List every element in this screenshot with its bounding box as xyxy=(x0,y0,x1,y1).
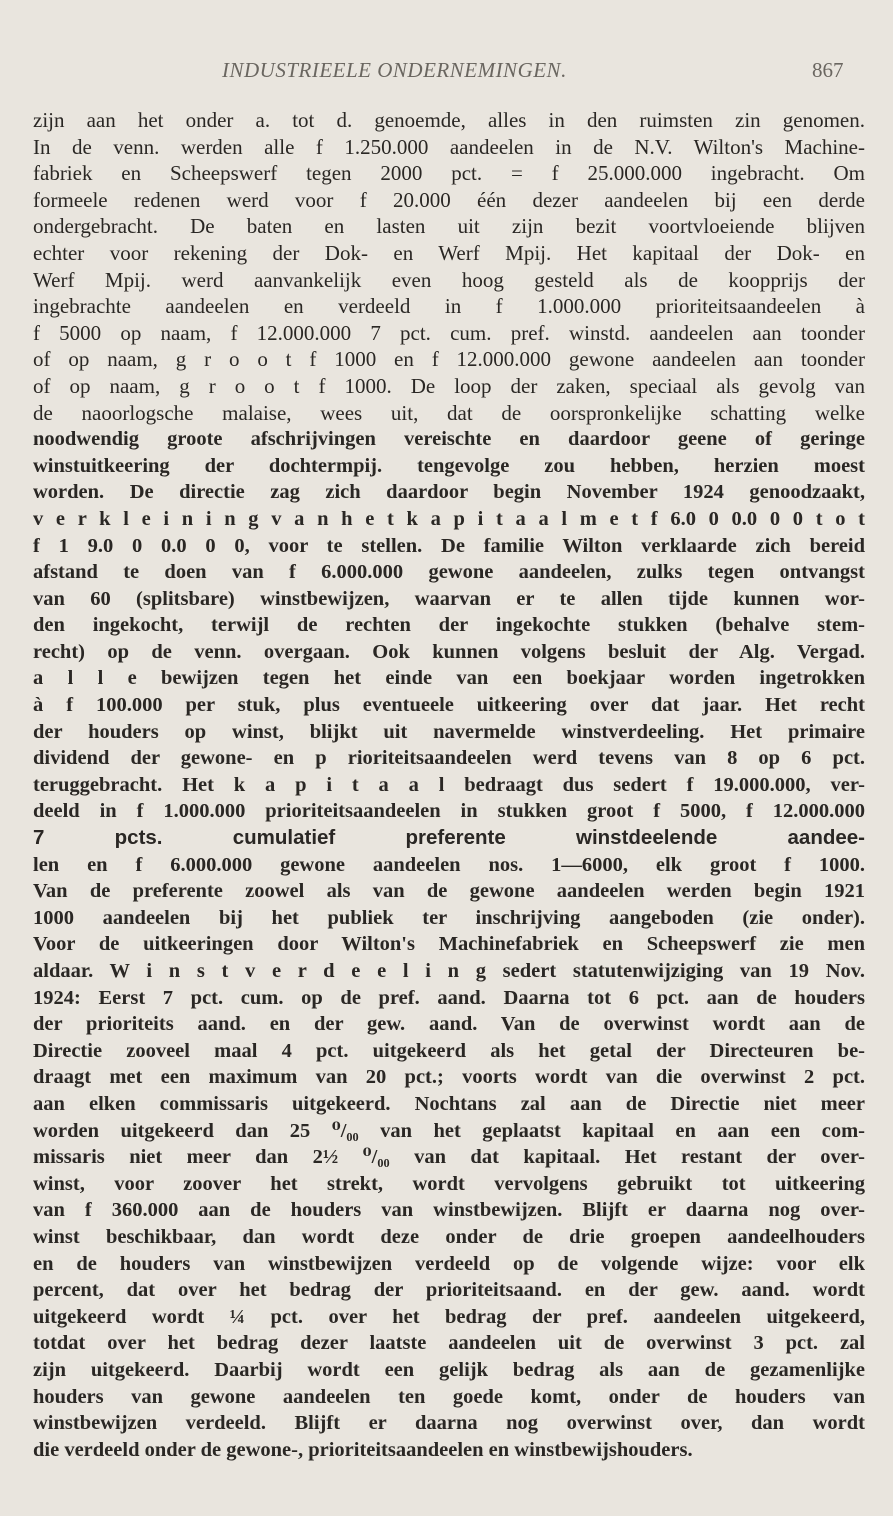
text-line: aan elken commissaris uitgekeerd. Nochtans zal aan de Directie niet meer xyxy=(33,1092,865,1115)
text-line: totdat over het bedrag dezer laatste aandeelen uit de overwinst 3 pct. zal xyxy=(33,1332,865,1355)
text-line: afstand te doen van f 6.000.000 gewone aandeelen, zulks tegen ontvangst xyxy=(33,561,865,584)
text-line: percent, dat over het bedrag der prioriteitsaand. en der gew. aand. wordt xyxy=(33,1279,865,1302)
text-line: noodwendig groote afschrijvingen vereischte en daardoor geene of geringe xyxy=(33,428,865,451)
text-line: In de venn. werden alle f 1.250.000 aandeelen in de N.V. Wilton's Machine- xyxy=(33,134,865,159)
text-line: f 1 9.0 0 0.0 0 0, voor te stellen. De familie Wilton verklaarde zich bereid xyxy=(33,534,865,557)
text-line: zijn aan het onder a. tot d. genoemde, alles in den ruimsten zin genomen. xyxy=(33,108,865,132)
text-line: 1000 aandeelen bij het publiek ter inschrijving aangeboden (zie onder). xyxy=(33,906,865,929)
text-line: a l l e bewijzen tegen het einde van een boekjaar worden ingetrokken xyxy=(33,667,865,690)
text-line: van f 360.000 aan de houders van winstbewijzen. Blijft er daarna nog over- xyxy=(33,1199,865,1222)
text-line: aldaar. W i n s t v e r d e e l i n g sedert statutenwijziging van 19 Nov. xyxy=(33,960,865,982)
text-line: teruggebracht. Het k a p i t a a l bedraagt dus sedert f 19.000.000, ver- xyxy=(33,773,865,796)
text-line: fabriek en Scheepswerf tegen 2000 pct. = f 25.000.000 ingebracht. Om xyxy=(33,161,865,186)
text-line: of op naam, g r o o t f 1000. De loop der zaken, speciaal als gevolg van xyxy=(33,373,865,398)
text-line: Voor de uitkeeringen door Wilton's Machinefabriek en Scheepswerf zie men xyxy=(33,933,865,956)
text-line: winst beschikbaar, dan wordt deze onder de drie groepen aandeelhouders xyxy=(33,1225,865,1248)
page-header xyxy=(0,58,893,88)
text-line: len en f 6.000.000 gewone aandeelen nos. 1—6000, elk groot f 1000. xyxy=(33,853,865,876)
text-line: uitgekeerd wordt ¼ pct. over het bedrag der pref. aandeelen uitgekeerd, xyxy=(33,1305,865,1328)
text-line: 7 pcts. cumulatief preferente winstdeelende aandee- xyxy=(33,826,865,850)
text-line: winst, voor zoover het strekt, wordt vervolgens gebruikt tot uitkeering xyxy=(33,1172,865,1195)
text-line: dividend der gewone- en p rioriteitsaandeelen werd tevens van 8 op 6 pct. xyxy=(33,747,865,770)
page-number: 867 xyxy=(812,58,844,82)
text-line: en de houders van winstbewijzen verdeeld op de volgende wijze: voor elk xyxy=(33,1252,865,1275)
text-line: winstuitkeering der dochtermpij. tengevolge zou hebben, herzien moest xyxy=(33,454,865,477)
text-line: van 60 (splitsbare) winstbewijzen, waarvan er te allen tijde kunnen wor- xyxy=(33,587,865,610)
text-line: formeele redenen werd voor f 20.000 één dezer aandeelen bij een derde xyxy=(33,187,865,212)
text-line: der prioriteits aand. en der gew. aand. Van de overwinst wordt aan de xyxy=(33,1013,865,1036)
text-line: houders van gewone aandeelen ten goede komt, onder de houders van xyxy=(33,1385,865,1408)
text-line: worden uitgekeerd dan 25 ⁰/₀₀ van het geplaatst kapitaal en aan een com- xyxy=(33,1119,865,1142)
body-text xyxy=(33,107,865,1463)
text-line: f 5000 op naam, f 12.000.000 7 pct. cum. pref. winstd. aandeelen aan toonder xyxy=(33,320,865,345)
text-line: v e r k l e i n i n g v a n h e t k a p i t a a l m e t f 6.0 0 0.0 0 0 t o t xyxy=(33,507,865,530)
text-line: die verdeeld onder de gewone-, prioriteitsaandeelen en winstbewijshouders. xyxy=(33,1438,693,1461)
text-line: de naoorlogsche malaise, wees uit, dat de oorspronkelijke schatting welke xyxy=(33,400,865,425)
text-line: der houders op winst, blijkt uit navermelde winstverdeeling. Het primaire xyxy=(33,720,865,743)
running-head: INDUSTRIEELE ONDERNEMINGEN. xyxy=(222,58,567,82)
text-line: winstbewijzen verdeeld. Blijft er daarna nog overwinst over, dan wordt xyxy=(33,1412,865,1435)
text-line: recht) op de venn. overgaan. Ook kunnen volgens besluit der Alg. Vergad. xyxy=(33,640,865,663)
text-line: ondergebracht. De baten en lasten uit zijn bezit voortvloeiende blijven xyxy=(33,214,865,239)
text-line: of op naam, g r o o t f 1000 en f 12.000.000 gewone aandeelen aan toonder xyxy=(33,347,865,372)
paragraph-normal xyxy=(33,107,865,426)
text-line: worden. De directie zag zich daardoor begin November 1924 genoodzaakt, xyxy=(33,481,865,504)
text-line: draagt met een maximum van 20 pct.; voorts wordt van die overwinst 2 pct. xyxy=(33,1066,865,1089)
text-line: missaris niet meer dan 2½ ⁰/₀₀ van dat kapitaal. Het restant der over- xyxy=(33,1146,865,1169)
text-line: zijn uitgekeerd. Daarbij wordt een gelijk bedrag als aan de gezamenlijke xyxy=(33,1358,865,1381)
text-line: Directie zooveel maal 4 pct. uitgekeerd als het getal der Directeuren be- xyxy=(33,1039,865,1062)
text-line: Van de preferente zoowel als van de gewone aandeelen werden begin 1921 xyxy=(33,880,865,903)
text-line: ingebrachte aandeelen en verdeeld in f 1.000.000 prioriteitsaandeelen à xyxy=(33,294,865,319)
paragraph-bold xyxy=(33,426,865,1463)
text-line: echter voor rekening der Dok- en Werf Mpij. Het kapitaal der Dok- en xyxy=(33,240,865,265)
text-line: 1924: Eerst 7 pct. cum. op de pref. aand. Daarna tot 6 pct. aan de houders xyxy=(33,986,865,1009)
text-line: den ingekocht, terwijl de rechten der ingekochte stukken (behalve stem- xyxy=(33,614,865,637)
text-line: Werf Mpij. werd aanvankelijk even hoog gesteld als de koopprijs der xyxy=(33,267,865,292)
text-line: à f 100.000 per stuk, plus eventueele uitkeering over dat jaar. Het recht xyxy=(33,694,865,717)
text-line: deeld in f 1.000.000 prioriteitsaandeelen in stukken groot f 5000, f 12.000.000 xyxy=(33,800,865,823)
